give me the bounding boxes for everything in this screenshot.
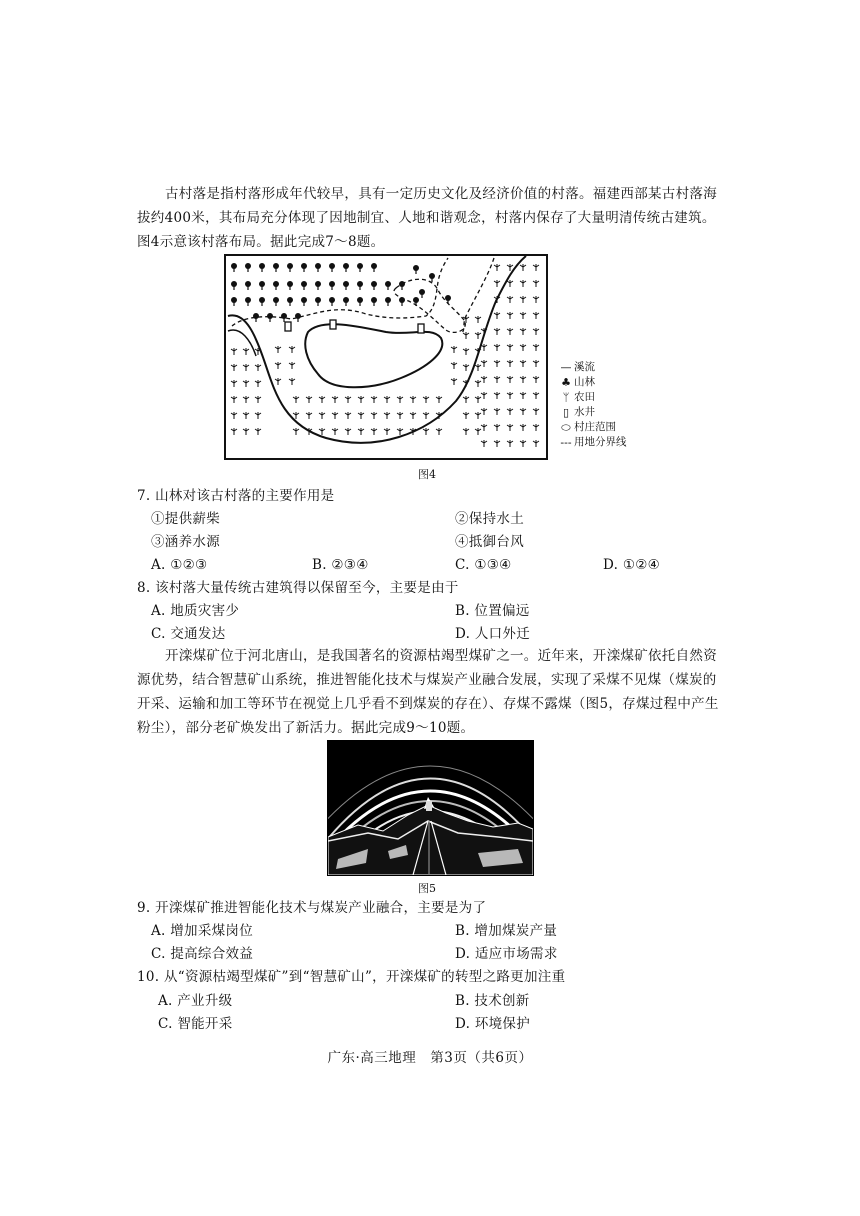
tree-icon	[245, 297, 251, 306]
crop-icon	[231, 348, 237, 355]
tree-icon	[231, 281, 237, 290]
crop-icon	[533, 392, 539, 399]
crop-icon	[319, 412, 325, 419]
crop-icon	[289, 346, 295, 353]
crop-icon	[410, 412, 416, 419]
figure-5-coal-storage-photo	[327, 740, 534, 876]
crop-icon	[475, 396, 481, 403]
well-3	[418, 324, 424, 333]
crop-icon	[481, 424, 487, 431]
crop-icon	[463, 412, 469, 419]
legend-farmland	[558, 390, 627, 405]
crop-icon	[494, 312, 500, 319]
tree-icon	[273, 297, 279, 306]
crop-icon	[520, 440, 526, 447]
crop-icon	[533, 376, 539, 383]
tree-icon	[259, 297, 265, 306]
crop-icon	[520, 264, 526, 271]
well-1	[285, 322, 291, 331]
crop-icon	[533, 344, 539, 351]
crop-icon	[533, 360, 539, 367]
tree-icon	[357, 263, 363, 272]
tree-icon	[329, 297, 335, 306]
crop-icon	[332, 428, 338, 435]
crop-icon	[520, 360, 526, 367]
tree-icon	[429, 273, 435, 282]
crop-icon	[481, 440, 487, 447]
crop-icon	[494, 408, 500, 415]
crop-icon	[507, 392, 513, 399]
crop-icon	[289, 378, 295, 385]
figure-5-caption: 图5	[418, 882, 436, 895]
crop-icon	[463, 396, 469, 403]
crop-icon	[533, 424, 539, 431]
q8-stem: 8. 该村落大量传统古建筑得以保留至今，主要是由于	[137, 580, 459, 596]
tree-icon	[413, 265, 419, 274]
tree-icon	[357, 281, 363, 290]
q8-option-c: C. 交通发达	[151, 626, 226, 642]
figure-4-caption: 图4	[418, 468, 436, 481]
crop-icon	[371, 428, 377, 435]
crop-icon	[231, 364, 237, 371]
tree-icon	[267, 313, 273, 322]
crop-icon	[481, 392, 487, 399]
tree-legend-icon: ♣	[561, 376, 571, 389]
tree-icon	[385, 297, 391, 306]
crop-icon	[520, 344, 526, 351]
tree-icon	[329, 281, 335, 290]
crop-icon	[243, 380, 249, 387]
well-2	[330, 320, 336, 329]
crop-icon	[520, 312, 526, 319]
crop-icon	[507, 440, 513, 447]
crop-icon	[243, 348, 249, 355]
stream-branch	[228, 330, 256, 356]
tree-icon	[371, 281, 377, 290]
crop-icon	[507, 328, 513, 335]
stream-legend-icon: —	[560, 361, 572, 374]
crop-icon	[494, 264, 500, 271]
tree-icon	[329, 263, 335, 272]
crop-icon	[293, 396, 299, 403]
village-layout-map	[226, 256, 546, 458]
crop-icon	[397, 396, 403, 403]
boundary-legend-icon: ---	[560, 436, 572, 449]
legend-label: 水井	[574, 406, 595, 418]
crop-icon	[507, 424, 513, 431]
crop-icon	[423, 428, 429, 435]
crop-icon	[384, 428, 390, 435]
tree-icon	[301, 263, 307, 272]
q10-stem: 10. 从“资源枯竭型煤矿”到“智慧矿山”，开滦煤矿的转型之路更加注重	[137, 969, 566, 985]
crop-icon	[255, 428, 261, 435]
crop-icon	[345, 412, 351, 419]
crop-icon	[507, 376, 513, 383]
tree-icon	[287, 297, 293, 306]
q10-option-a: A. 产业升级	[158, 993, 233, 1009]
tree-icon	[315, 263, 321, 272]
crop-icon	[494, 328, 500, 335]
crop-icon	[231, 380, 237, 387]
legend-stream	[558, 360, 627, 375]
crop-icon	[494, 424, 500, 431]
tree-icon	[371, 297, 377, 306]
crop-icon	[494, 392, 500, 399]
crop-icon	[384, 412, 390, 419]
village-boundary	[305, 324, 442, 387]
crop-icon	[231, 428, 237, 435]
crop-icon	[533, 440, 539, 447]
crop-icon	[507, 344, 513, 351]
crop-icon	[319, 428, 325, 435]
crop-icon	[463, 332, 469, 339]
crop-icon	[306, 396, 312, 403]
crop-icon	[332, 412, 338, 419]
q7-item-4: ④抵御台风	[455, 534, 524, 550]
tree-icon	[231, 263, 237, 272]
tree-icon	[357, 297, 363, 306]
crop-icon	[293, 428, 299, 435]
crop-icon	[533, 264, 539, 271]
crop-icon	[345, 428, 351, 435]
crop-icon	[231, 396, 237, 403]
crop-icon	[358, 412, 364, 419]
crop-icon	[507, 264, 513, 271]
tree-icon	[343, 263, 349, 272]
q7-option-b: B. ②③④	[312, 557, 369, 573]
crop-icon	[520, 408, 526, 415]
q9-stem: 9. 开滦煤矿推进智能化技术与煤炭产业融合，主要是为了	[137, 900, 487, 916]
crop-icon	[533, 312, 539, 319]
tree-icon	[371, 263, 377, 272]
crop-icon	[371, 396, 377, 403]
crop-icon	[494, 360, 500, 367]
crop-icon	[423, 412, 429, 419]
tree-icon	[385, 281, 391, 290]
figure-4-legend	[558, 360, 627, 450]
crop-icon	[475, 380, 481, 387]
q8-option-a: A. 地质灾害少	[151, 603, 240, 619]
tree-icon	[259, 281, 265, 290]
village-legend-icon: ⬭	[561, 421, 571, 434]
crop-icon	[494, 376, 500, 383]
tree-icon	[419, 289, 425, 298]
crop-icon	[475, 332, 481, 339]
crop-icon	[289, 362, 295, 369]
crop-icon	[275, 346, 281, 353]
q8-option-d: D. 人口外迁	[455, 626, 531, 642]
legend-label: 山林	[574, 376, 595, 388]
coal-dome-image	[328, 741, 533, 875]
tree-icon	[287, 281, 293, 290]
crop-icon	[397, 412, 403, 419]
crop-icon	[520, 392, 526, 399]
crop-icon	[231, 412, 237, 419]
q7-item-1: ①提供薪柴	[151, 511, 220, 527]
q7-option-a: A. ①②③	[151, 557, 208, 573]
crop-icon	[436, 428, 442, 435]
tree-icon	[231, 297, 237, 306]
intro-paragraph-coal-mine: 开滦煤矿位于河北唐山，是我国著名的资源枯竭型煤矿之一。近年来，开滦煤矿依托自然资源优势，结合智慧矿山系统，推进智能化技术与煤炭产业融合发展，实现了采煤不见煤（煤炭的开采、运输和加工等环节在视觉上几乎看不到煤炭的存在）、存煤不露煤（图5，存煤过程中产生粉尘），部分老矿焕发出了新活力。据此完成9～10题。	[137, 648, 719, 736]
crop-icon	[451, 362, 457, 369]
crop-icon	[371, 412, 377, 419]
crop-icon	[243, 364, 249, 371]
crop-icon	[494, 344, 500, 351]
tree-icon	[287, 263, 293, 272]
well-legend-icon: ▯	[562, 406, 570, 419]
page-footer: 广东·高三地理 第3页（共6页）	[327, 1050, 533, 1066]
legend-label: 用地分界线	[574, 436, 627, 448]
crop-icon	[481, 408, 487, 415]
figure-4-village-map	[224, 254, 548, 460]
crop-icon	[319, 396, 325, 403]
legend-label: 农田	[574, 391, 595, 403]
crop-icon	[255, 396, 261, 403]
legend-label: 村庄范围	[574, 421, 616, 433]
crop-icon	[533, 408, 539, 415]
crop-icon	[384, 396, 390, 403]
crop-icon	[358, 396, 364, 403]
q8-option-b: B. 位置偏远	[455, 603, 530, 619]
crop-icon	[436, 396, 442, 403]
crop-icon	[397, 428, 403, 435]
crop-icon	[275, 378, 281, 385]
tree-icon	[301, 281, 307, 290]
tree-icon	[259, 263, 265, 272]
crop-icon	[533, 328, 539, 335]
crop-icon	[255, 364, 261, 371]
crop-icon	[243, 396, 249, 403]
tree-icon	[343, 297, 349, 306]
crop-icon	[451, 378, 457, 385]
crop-icon	[481, 376, 487, 383]
q7-item-3: ③涵养水源	[151, 534, 220, 550]
crop-icon	[520, 296, 526, 303]
crop-icon	[481, 360, 487, 367]
tree-icon	[301, 297, 307, 306]
crop-icon	[475, 428, 481, 435]
q7-option-d: D. ①②④	[603, 557, 661, 573]
crop-icon	[507, 312, 513, 319]
tree-icon	[315, 281, 321, 290]
crop-icon	[243, 412, 249, 419]
legend-label: 溪流	[574, 361, 595, 373]
crop-icon	[520, 376, 526, 383]
crop-icon	[255, 380, 261, 387]
crop-icon	[475, 316, 481, 323]
crop-icon	[358, 428, 364, 435]
q7-item-2: ②保持水土	[455, 511, 524, 527]
crop-icon	[275, 362, 281, 369]
crop-icon	[520, 280, 526, 287]
tree-icon	[315, 297, 321, 306]
crop-icon	[475, 364, 481, 371]
q10-option-b: B. 技术创新	[455, 993, 530, 1009]
forest-symbols	[231, 263, 451, 322]
land-use-boundary-loop	[394, 279, 465, 332]
crop-icon	[507, 280, 513, 287]
q7-option-c: C. ①③④	[455, 557, 512, 573]
crop-icon	[507, 296, 513, 303]
legend-forest	[558, 375, 627, 390]
crop-icon	[463, 364, 469, 371]
crop-icon	[451, 346, 457, 353]
tree-icon	[273, 263, 279, 272]
q7-stem: 7. 山林对该古村落的主要作用是	[137, 488, 335, 504]
crop-icon	[306, 412, 312, 419]
q9-option-a: A. 增加采煤岗位	[151, 923, 254, 939]
crop-icon	[507, 360, 513, 367]
intro-paragraph-village: 古村落是指村落形成年代较早，具有一定历史文化及经济价值的村落。福建西部某古村落海拔约400米，其布局充分体现了因地制宜、人地和谐观念，村落内保存了大量明清传统古建筑。图4示意该村落布局。据此完成7～8题。	[137, 186, 717, 250]
crop-icon	[520, 424, 526, 431]
q9-option-b: B. 增加煤炭产量	[455, 923, 558, 939]
crop-icon	[520, 328, 526, 335]
tree-icon	[343, 281, 349, 290]
crop-icon	[463, 348, 469, 355]
crop-icon	[533, 280, 539, 287]
crop-icon	[293, 412, 299, 419]
crop-legend-icon: ᛘ	[562, 391, 570, 404]
q10-option-d: D. 环境保护	[455, 1016, 531, 1032]
legend-village	[558, 420, 627, 435]
crop-icon	[332, 396, 338, 403]
tree-icon	[245, 281, 251, 290]
crop-icon	[423, 396, 429, 403]
crop-icon	[475, 412, 481, 419]
crop-icon	[494, 280, 500, 287]
tree-icon	[273, 281, 279, 290]
land-use-boundary	[232, 258, 494, 334]
crop-icon	[345, 396, 351, 403]
legend-well	[558, 405, 627, 420]
crop-icon	[507, 408, 513, 415]
q9-option-d: D. 适应市场需求	[455, 946, 558, 962]
crop-icon	[243, 428, 249, 435]
crop-icon	[255, 412, 261, 419]
crop-icon	[533, 296, 539, 303]
legend-boundary	[558, 435, 627, 450]
q10-option-c: C. 智能开采	[158, 1016, 233, 1032]
q9-option-c: C. 提高综合效益	[151, 946, 254, 962]
crop-icon	[463, 428, 469, 435]
crop-icon	[410, 396, 416, 403]
tree-icon	[245, 263, 251, 272]
crop-icon	[494, 440, 500, 447]
